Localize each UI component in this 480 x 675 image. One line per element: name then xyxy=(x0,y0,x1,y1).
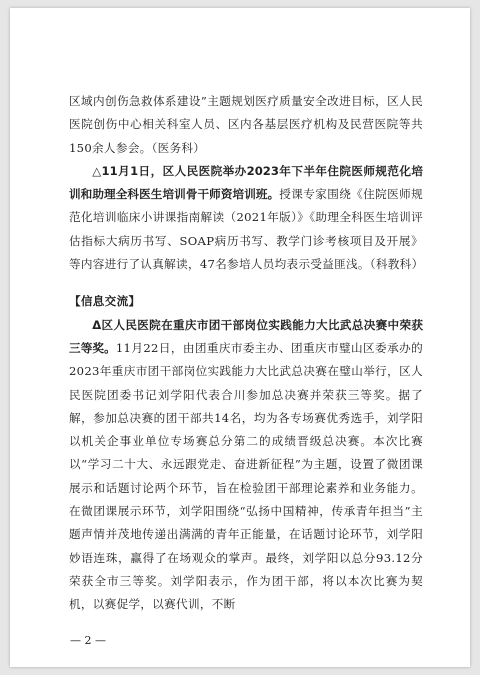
document-body xyxy=(69,90,423,617)
news-headline-competition: Δ区人民医院在重庆市团干部岗位实践能力大比武总决赛中荣获三等奖。 xyxy=(69,317,423,355)
section-heading-info-exchange: 【信息交流】 xyxy=(69,294,141,309)
news-paragraph-training xyxy=(69,160,423,276)
news-body-competition: 11月22日，由团重庆市委主办、团重庆市璧山区委承办的2023年重庆市团干部岗位实践能力大比武总决赛在璧山举行，区人民医院团委书记刘学阳代表合川参加总决赛并荣获三等奖。据了解，参加总决赛的团干部共14名，均为各专场赛优秀选手，刘学阳以机关企事业单位专场赛总分第二的成绩晋级总决赛。本次比赛以“学习二十大、永远跟党走、奋进新征程”为主题，设置了微团课展示和话题讨论两个环节，旨在检验团干部理论素养和业务能力。在微团课展示环节，刘学阳围绕“弘扬中国精神，传承青年担当”主题声情并茂地传递出满满的青年正能量，在话题讨论环节，刘学阳妙语连珠，赢得了在场观众的掌声。最终，刘学阳以总分93.12分荣获全市三等奖。刘学阳表示，作为团干部，将以本次比赛为契机，以赛促学，以赛代训，不断 xyxy=(69,340,423,612)
page-number: — 2 — xyxy=(70,634,106,647)
news-headline-training: △11月1日，区人民医院举办2023年下半年住院医师规范化培训和助理全科医生培训骨干师资培训班。 xyxy=(69,163,423,202)
news-paragraph-competition xyxy=(69,314,423,617)
news-body-training: 授课专家围绕《住院医师规范化培训临床小讲课指南解读（2021年版）》《助理全科医生培训评估指标大病历书写、SOAP病历书写、教学门诊考核项目及开展》等内容进行了认真解读，47名参培人员均表示受益匪浅。（科教科） xyxy=(69,187,424,272)
intro-paragraph: 区域内创伤急救体系建设”主题规划医疗质量安全改进目标，区人民医院创伤中心相关科室人员、区内各基层医疗机构及民营医院等共150余人参会。（医务科） xyxy=(69,94,423,155)
document-page xyxy=(10,8,470,667)
